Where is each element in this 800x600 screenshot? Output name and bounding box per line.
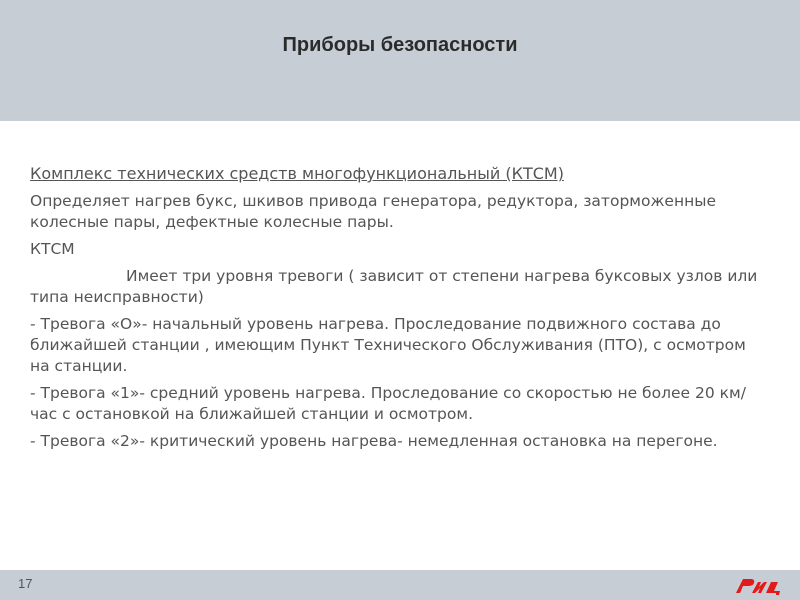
- section-heading: Комплекс технических средств многофункциональный (КТСМ): [30, 164, 564, 183]
- header-band: [0, 0, 800, 121]
- paragraph-alarm-0: - Тревога «О»- начальный уровень нагрева. Проследование подвижного состава до ближайшей станции , имеющим Пункт Технического Обслуживания (ПТО), с осмотром на станции.: [30, 315, 746, 375]
- rzd-logo-icon: [734, 575, 782, 597]
- paragraph-alarm-2: - Тревога «2»- критический уровень нагрева- немедленная остановка на перегоне.: [30, 432, 718, 450]
- paragraph-description: Определяет нагрев букс, шкивов привода генератора, редуктора, заторможенные колесные пары, дефектные колесные пары.: [30, 192, 717, 231]
- slide-content: [30, 163, 760, 458]
- paragraph-ktsm: КТСМ: [30, 240, 75, 258]
- footer-band: [0, 570, 800, 600]
- slide-title: Приборы безопасности: [282, 34, 518, 56]
- paragraph-alarm-1: - Тревога «1»- средний уровень нагрева. Проследование со скоростью не более 20 км/час с остановкой на ближайшей станции и осмотром.: [30, 384, 746, 423]
- paragraph-alarm-levels: Имеет три уровня тревоги ( зависит от степени нагрева буксовых узлов или типа неисправности): [30, 267, 758, 306]
- page-number: 17: [18, 576, 33, 591]
